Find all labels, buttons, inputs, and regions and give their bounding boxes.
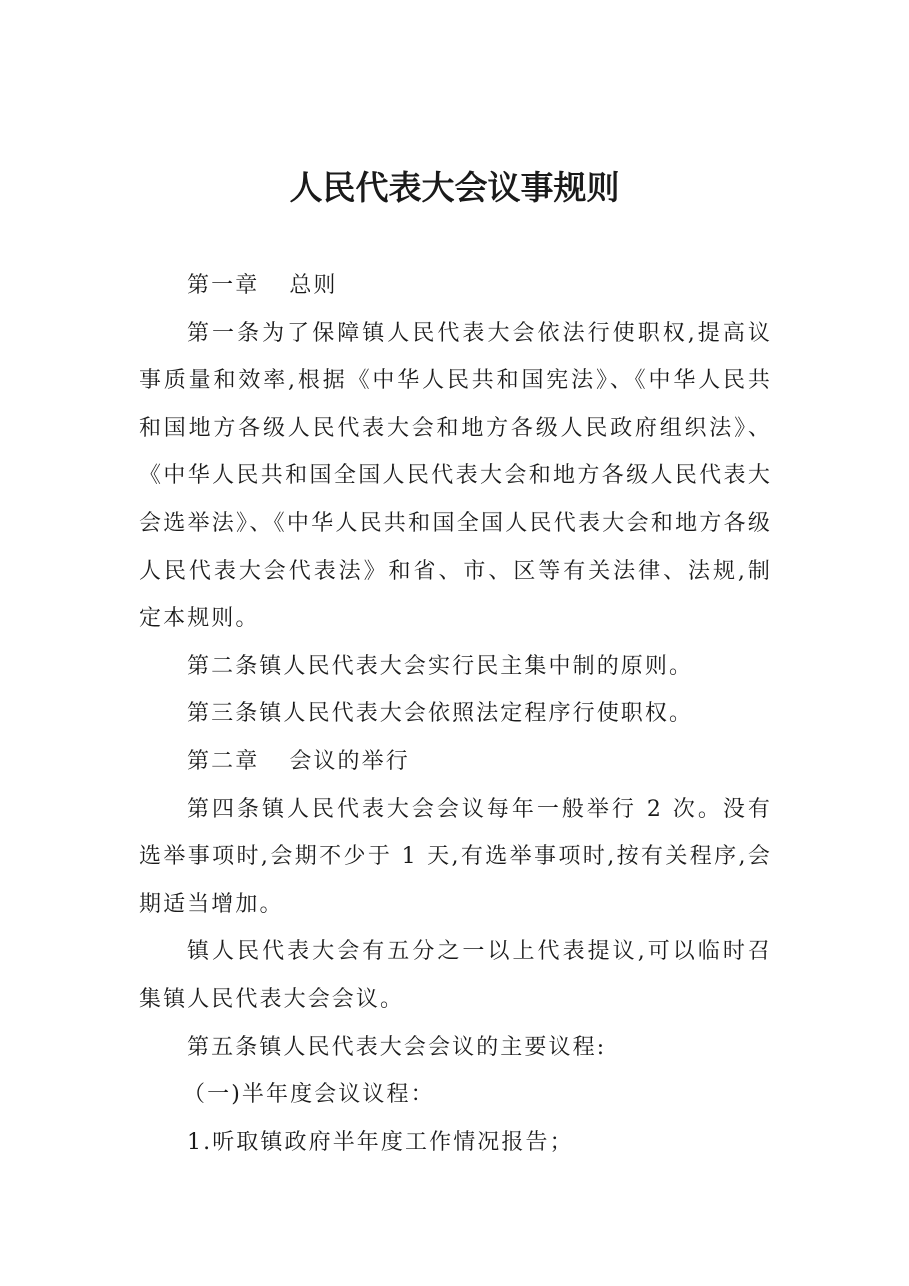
article-4-continuation-paragraph: 镇人民代表大会有五分之一以上代表提议,可以临时召集镇人民代表大会会议。 [139, 939, 772, 1012]
article-5-paragraph: 第五条镇人民代表大会会议的主要议程: [187, 1034, 607, 1060]
chapter-heading-2 [139, 738, 772, 786]
chapter-name: 会议的举行 [289, 748, 410, 774]
article-2-paragraph: 第二条镇人民代表大会实行民主集中制的原则。 [187, 653, 694, 679]
article-3-paragraph: 第三条镇人民代表大会依照法定程序行使职权。 [187, 701, 694, 727]
agenda-item-1: 1.听取镇政府半年度工作情况报告； [187, 1129, 574, 1155]
chapter-name: 总则 [289, 273, 338, 298]
chapter-label: 第二章 [187, 748, 260, 774]
article-1-paragraph: 第一条为了保障镇人民代表大会依法行使职权,提高议事质量和效率,根据《中华人民共和国宪法》、《中华人民共和国地方各级人民代表大会和地方各级人民政府组织法》、《中华人民共和国全国人民代表大会和地方各级人民代表大会选举法》、《中华人民共和国全国人民代表大会和地方各级人民代表大会代表法》和省、市、区等有关法律、法规,制定本规则。 [139, 320, 772, 632]
chapter-label: 第一章 [187, 273, 260, 298]
document-title: 人民代表大会议事规则 [289, 168, 620, 207]
chapter-heading-1 [139, 262, 772, 310]
article-4-paragraph: 第四条镇人民代表大会会议每年一般举行 2 次。没有选举事项时,会期不少于 1 天,有选举事项时,按有关程序,会期适当增加。 [139, 796, 772, 917]
document-body [139, 262, 772, 1166]
agenda-subheading: （一)半年度会议议程： [183, 1082, 435, 1108]
